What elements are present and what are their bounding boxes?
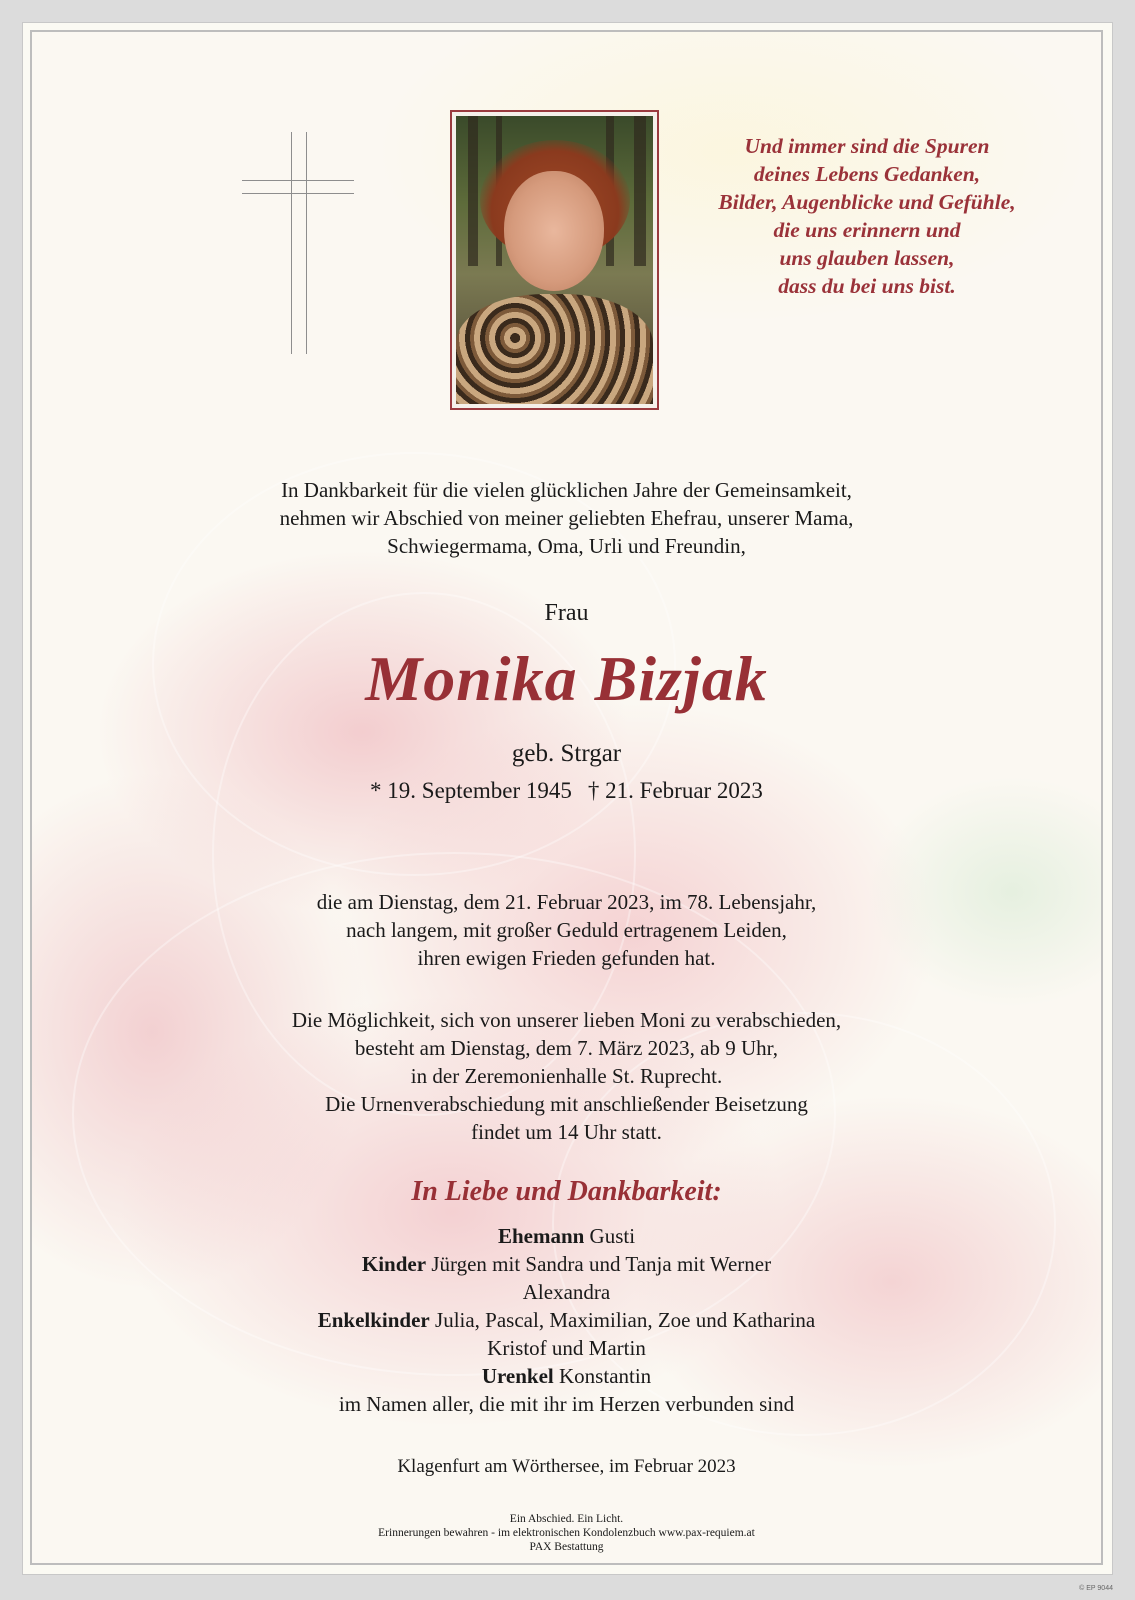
mourner-row-ehemann	[32, 1222, 1101, 1250]
notice-line: nach langem, mit großer Geduld ertragenem Leiden,	[346, 918, 787, 942]
mourner-names: Alexandra	[522, 1280, 611, 1304]
motto-line: uns glauben lassen,	[779, 246, 955, 270]
intro-line: In Dankbarkeit für die vielen glücklichen Jahre der Gemeinsamkeit,	[281, 478, 852, 502]
cross-icon	[242, 132, 356, 356]
mourner-label: Enkelkinder	[317, 1308, 430, 1332]
motto-line: Und immer sind die Spuren	[744, 134, 990, 158]
mourners-list	[32, 1222, 1101, 1418]
farewell-line: in der Zeremonienhalle St. Ruprecht.	[410, 1064, 723, 1088]
death-notice	[32, 888, 1101, 972]
birth-date: * 19. September 1945	[370, 778, 572, 803]
mourner-names: Kristof und Martin	[487, 1336, 646, 1360]
motto-line: Bilder, Augenblicke und Gefühle,	[718, 190, 1016, 214]
mourner-label: Ehemann	[497, 1224, 585, 1248]
farewell-line: besteht am Dienstag, dem 7. März 2023, ab 9 Uhr,	[354, 1036, 779, 1060]
motto-line: dass du bei uns bist.	[778, 274, 956, 298]
farewell-line: Die Urnenverabschiedung mit anschließender Beisetzung	[325, 1092, 808, 1116]
mourner-label: Urenkel	[481, 1364, 554, 1388]
mourner-row-enkel	[32, 1306, 1101, 1334]
intro-text	[32, 476, 1101, 560]
deceased-name: Monika Bizjak	[365, 643, 768, 714]
template-code: © EP 9044	[1079, 1585, 1113, 1592]
mourners-heading: In Liebe und Dankbarkeit:	[411, 1176, 722, 1207]
footer	[32, 1512, 1101, 1554]
mourner-row-kinder	[32, 1250, 1101, 1278]
notice-line: ihren ewigen Frieden gefunden hat.	[417, 946, 716, 970]
place-date: Klagenfurt am Wörthersee, im Februar 2023	[397, 1456, 736, 1477]
mourners-closing: im Namen aller, die mit ihr im Herzen verbunden sind	[338, 1392, 795, 1416]
intro-line: nehmen wir Abschied von meiner geliebten Ehefrau, unserer Mama,	[279, 506, 854, 530]
motto-line: die uns erinnern und	[773, 218, 961, 242]
maiden-name: geb. Strgar	[511, 740, 622, 767]
portrait-photo	[450, 110, 659, 410]
motto-line: deines Lebens Gedanken,	[753, 162, 981, 186]
footer-line: Ein Abschied. Ein Licht.	[509, 1513, 624, 1525]
mourner-names: Julia, Pascal, Maximilian, Zoe und Katharina	[429, 1308, 816, 1332]
farewell-line: Die Möglichkeit, sich von unserer lieben Moni zu verabschieden,	[291, 1008, 842, 1032]
mourner-label: Kinder	[361, 1252, 427, 1276]
life-dates	[32, 778, 1101, 804]
intro-line: Schwiegermama, Oma, Urli und Freundin,	[387, 534, 746, 558]
farewell-line: findet um 14 Uhr statt.	[471, 1120, 662, 1144]
death-date: † 21. Februar 2023	[587, 778, 763, 803]
salutation: Frau	[544, 600, 589, 626]
notice-line: die am Dienstag, dem 21. Februar 2023, im 78. Lebensjahr,	[316, 890, 817, 914]
notice-frame	[30, 30, 1103, 1565]
mourner-row-urenkel	[32, 1362, 1101, 1390]
footer-line: Erinnerungen bewahren - im elektronischen Kondolenzbuch www.pax-requiem.at	[378, 1527, 755, 1539]
footer-line: PAX Bestattung	[529, 1541, 604, 1553]
mourner-names: Konstantin	[553, 1364, 652, 1388]
motto-verse	[682, 132, 1052, 300]
farewell-info	[32, 1006, 1101, 1146]
mourner-names: Gusti	[584, 1224, 636, 1248]
mourner-names: Jürgen mit Sandra und Tanja mit Werner	[426, 1252, 772, 1276]
